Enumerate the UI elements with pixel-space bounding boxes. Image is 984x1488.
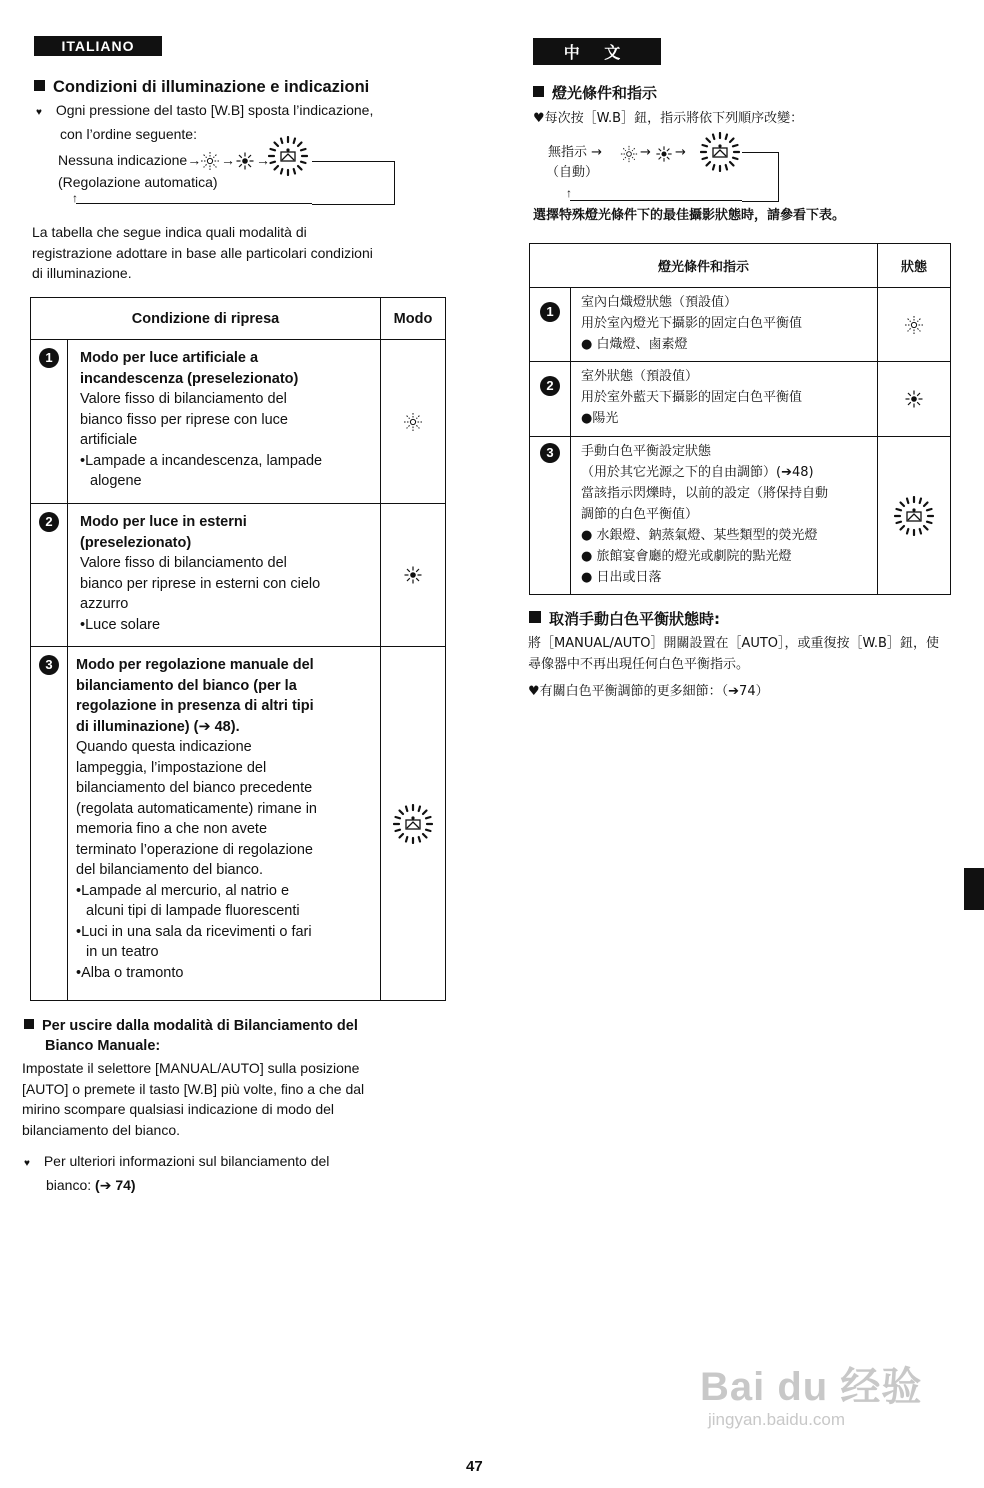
flow-arrow-icon: →	[256, 152, 270, 168]
page-number: 47	[466, 1458, 483, 1475]
indoor-bulb-icon	[403, 412, 423, 432]
side-tab-marker	[964, 868, 984, 910]
table-row	[530, 437, 951, 595]
flow-return-line	[570, 200, 742, 201]
more-info-chinese: ♥有關白色平衡調節的更多細節：（➔74）	[528, 684, 769, 699]
flow-arrow-icon: →	[221, 152, 235, 168]
row-number-badge: 3	[540, 443, 560, 463]
manual-wb-icon	[700, 132, 740, 172]
table-header-mode: Modo	[381, 298, 446, 340]
table-row	[31, 647, 446, 1001]
table-header-condition: Condizione di ripresa	[31, 298, 381, 340]
table-row	[530, 288, 951, 362]
up-arrow-icon: ↑	[566, 186, 572, 200]
indoor-bulb-icon	[904, 315, 924, 335]
wb-table-italian	[30, 297, 446, 1001]
indoor-bulb-icon	[620, 145, 638, 163]
table-intro-chinese: 選擇特殊燈光條件下的最佳攝影狀態時，請參看下表。	[533, 208, 846, 223]
wb-flow-diagram-chinese: 無指示 →	[548, 145, 603, 160]
row-description: 手動白色平衡設定狀態 （用於其它光源之下的自由調節）(➔48) 當該指示閃爍時，以前的設定（將保持自動 調節的白色平衡值） ● 水銀燈、鈉蒸氣燈、某些類型的熒光燈 ● 旅館宴會廳的燈光或劇院的點光燈 ● 日出或日落	[571, 437, 878, 595]
flow-auto-label: （自動）	[546, 165, 599, 180]
heart-bullet-icon: ♥	[24, 1158, 30, 1169]
exit-heading-italian: Per uscire dalla modalità di Bilanciamento del Bianco Manuale:	[24, 1016, 358, 1056]
square-bullet-icon	[34, 80, 45, 91]
watermark-url: jingyan.baidu.com	[708, 1410, 846, 1429]
watermark-brand: Bai du 经验	[700, 1365, 923, 1409]
row-description: 室外狀態（預設值） 用於室外藍天下攝影的固定白色平衡值 ●陽光	[571, 362, 878, 437]
flow-return-line	[742, 152, 779, 202]
up-arrow-icon: ↑	[72, 191, 78, 205]
wb-table-chinese	[529, 243, 951, 595]
language-tab-chinese: 中 文	[533, 38, 661, 65]
section-heading-italian: Condizioni di illuminazione e indicazioni	[34, 78, 369, 97]
row-number-badge: 2	[540, 376, 560, 396]
flow-return-line	[76, 203, 312, 204]
row-description: Modo per regolazione manuale del bilanciamento del bianco (per la regolazione in presenza di altri tipi di illuminazione) (➔ 48). Quando questa indicazione lampeggia, l’impostazione del bilanciamento del bianco precedente (regolata automaticamente) rimane in memoria fino a che non avete terminato l’operazione di regolazione del bilanciamento del bianco. •Lampade al mercurio, al natrio e alcuni tipi di lampade fluorescenti •Luci in una sala da ricevimenti o fari in un teatro •Alba o tramonto	[68, 647, 381, 1001]
flow-return-line	[312, 161, 395, 205]
square-bullet-icon	[533, 86, 544, 97]
flow-arrow-icon: →	[675, 145, 686, 160]
table-row	[31, 340, 446, 504]
table-header-condition: 燈光條件和指示	[530, 244, 878, 288]
exit-body-italian: Impostate il selettore [MANUAL/AUTO] sulla posizione [AUTO] o premete il tasto [W.B] più volte, fino a che dal mirino scompare qualsiasi indicazione di modo del bilanciamento del bianco.	[22, 1060, 365, 1138]
exit-body-chinese: 將［MANUAL/AUTO］開關設置在［AUTO］，或重復按［W.B］鈕，使 尋像器中不再出現任何白色平衡指示。	[528, 636, 939, 672]
manual-wb-icon	[393, 804, 433, 844]
sun-icon	[235, 151, 255, 171]
section-heading-chinese: 燈光條件和指示	[533, 82, 657, 103]
square-bullet-icon	[529, 611, 541, 623]
sun-icon	[655, 145, 673, 163]
sun-icon	[403, 565, 423, 585]
wb-flow-diagram-italian: Nessuna indicazione→	[58, 152, 202, 168]
heart-bullet-icon: ♥	[36, 107, 42, 118]
flow-arrow-icon: →	[640, 145, 651, 160]
exit-heading-chinese: 取消手動白色平衡狀態時:	[529, 608, 720, 629]
table-row	[530, 362, 951, 437]
page-reference: (➔ 74)	[95, 1176, 136, 1193]
table-header-mode: 狀態	[878, 244, 951, 288]
table-intro-italian: La tabella che segue indica quali modalità di registrazione adottare in base alle particolari condizioni di illuminazione.	[32, 224, 373, 281]
wb-bullet-italian: ♥ Ogni pressione del tasto [W.B] sposta l’indicazione, con l’ordine seguente:	[36, 102, 374, 142]
row-description: Modo per luce artificiale a incandescenza (preselezionato) Valore fisso di bilanciamento del bianco fisso per riprese con luce artificiale •Lampade a incandescenza, lampade alogene	[68, 340, 381, 504]
row-description: Modo per luce in esterni (preselezionato) Valore fisso di bilanciamento del bianco per riprese in esterni con cielo azzurro •Luce solare	[68, 504, 381, 647]
manual-wb-icon	[268, 136, 308, 176]
row-number-badge: 3	[39, 655, 59, 675]
wb-bullet-chinese: ♥每次按［W.B］鈕，指示將依下列順序改變：	[533, 111, 804, 126]
row-description: 室內白熾燈狀態（預設值） 用於室內燈光下攝影的固定白色平衡值 ● 白熾燈、鹵素燈	[571, 288, 878, 362]
flow-auto-label: (Regolazione automatica)	[58, 174, 218, 190]
manual-wb-icon	[894, 496, 934, 536]
language-tab-italian: ITALIANO	[34, 36, 162, 56]
row-number-badge: 1	[540, 302, 560, 322]
sun-icon	[904, 389, 924, 409]
more-info-italian: ♥ Per ulteriori informazioni sul bilanciamento del bianco: (➔ 74)	[24, 1153, 330, 1193]
row-number-badge: 2	[39, 512, 59, 532]
row-number-badge: 1	[39, 348, 59, 368]
table-row	[31, 504, 446, 647]
square-bullet-icon	[24, 1019, 34, 1029]
indoor-bulb-icon	[200, 151, 220, 171]
